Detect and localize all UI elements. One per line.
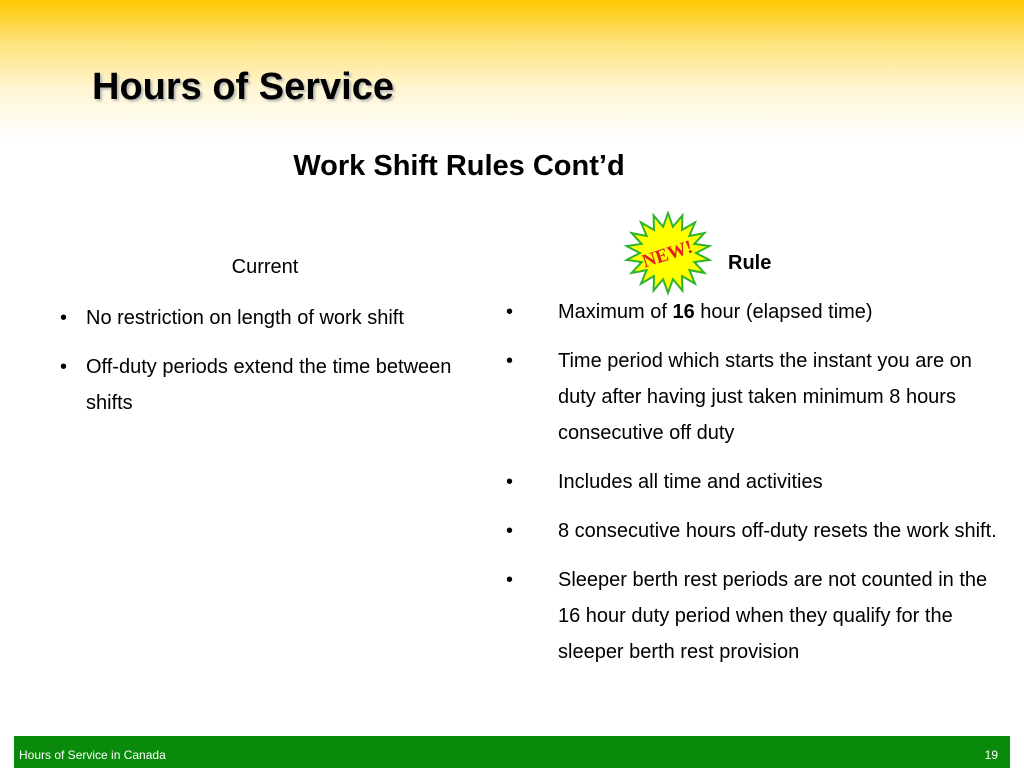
list-item-text: No restriction on length of work shift: [86, 307, 404, 329]
list-item-text: Sleeper berth rest periods are not counted in the 16 hour duty period when they qualify for the sleeper berth rest provision: [558, 569, 988, 663]
list-item-text-bold: 16: [672, 301, 695, 323]
list-item-text-suffix: hour (elapsed time): [694, 301, 873, 323]
slide-title: Hours of Service: [92, 66, 394, 108]
list-item: [503, 513, 1003, 549]
current-column-heading: Current: [231, 256, 299, 278]
slide-subtitle: Work Shift Rules Cont’d: [293, 150, 625, 182]
list-item: [503, 294, 1003, 330]
bullet-icon: •: [506, 471, 514, 493]
footer-title: Hours of Service in Canada: [19, 748, 166, 762]
bullet-icon: •: [506, 520, 514, 542]
list-item: [503, 343, 1003, 451]
rule-column-heading: Rule: [728, 252, 772, 274]
list-item: [60, 300, 470, 336]
list-item: [503, 464, 1003, 500]
list-item: [60, 349, 470, 421]
bullet-icon: •: [60, 307, 68, 329]
list-item-text: Time period which starts the instant you are on duty after having just taken minimum 8 hours consecutive off duty: [558, 350, 972, 444]
new-badge-text: NEW!: [639, 236, 696, 273]
new-starburst-icon: [620, 210, 716, 296]
list-item-text: Includes all time and activities: [558, 471, 823, 493]
list-item-text: [558, 301, 873, 323]
list-item-text: 8 consecutive hours off-duty resets the work shift.: [558, 520, 997, 542]
footer-bar: [14, 736, 1010, 768]
bullet-icon: •: [60, 356, 68, 378]
bullet-icon: •: [506, 569, 514, 591]
bullet-icon: •: [506, 350, 514, 372]
page-number: 19: [984, 748, 998, 762]
list-item-text: Off-duty periods extend the time between shifts: [86, 356, 452, 414]
list-item-text-prefix: Maximum of: [558, 301, 673, 323]
new-rules-list: [503, 294, 1003, 683]
current-rules-list: [60, 300, 470, 434]
bullet-icon: •: [506, 301, 514, 323]
list-item: [503, 562, 1003, 670]
